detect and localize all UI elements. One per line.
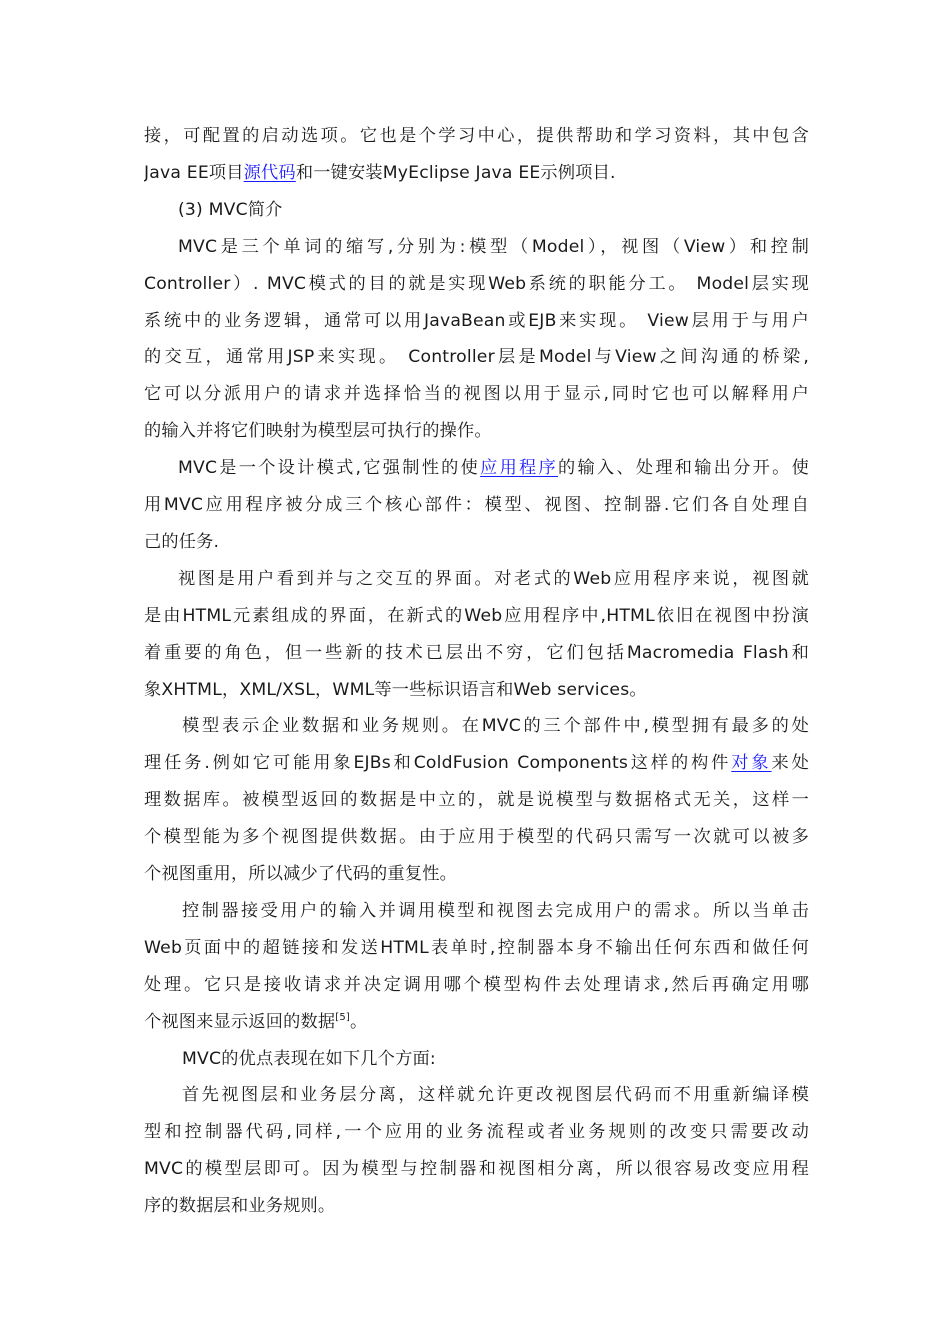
- text-run: 着重要的角色，但一些新的技术已层出不穷，它们包括Macromedia Flash和: [144, 642, 809, 663]
- text-run: 理数据库。被模型返回的数据是中立的，就是说模型与数据格式无关，这样一: [144, 790, 809, 811]
- text-run: 控制器接受用户的输入并调用模型和视图去完成用户的需求。所以当单击: [182, 900, 809, 921]
- text-line: [144, 155, 809, 192]
- text-line: [144, 266, 809, 303]
- text-line: [144, 118, 809, 155]
- text-line: [144, 1004, 809, 1041]
- text-line: [144, 1188, 809, 1225]
- text-run: 处理。它只是接收请求并决定调用哪个模型构件去处理请求,然后再确定用哪: [144, 974, 809, 995]
- text-run: MVC的优点表现在如下几个方面:: [182, 1048, 436, 1069]
- text-run: 视图是用户看到并与之交互的界面。对老式的Web应用程序来说，视图就: [178, 568, 809, 589]
- text-run: 型和控制器代码,同样,一个应用的业务流程或者业务规则的改变只需要改动: [144, 1122, 809, 1143]
- text-line: [144, 819, 809, 856]
- text-run: 的交互，通常用JSP来实现。 Controller层是Model与View之间沟通的桥梁,: [144, 347, 809, 368]
- text-line: [182, 893, 809, 930]
- text-run: 序的数据层和业务规则。: [144, 1196, 336, 1217]
- text-line: [178, 450, 809, 487]
- text-line: [144, 856, 809, 893]
- text-line: [144, 303, 809, 340]
- text-line: [144, 487, 809, 524]
- text-run: 个视图来显示返回的数据: [144, 1011, 336, 1032]
- text-run: 的输入并将它们映射为模型层可执行的操作。: [144, 421, 492, 442]
- text-line: [182, 1041, 809, 1078]
- text-line: [144, 745, 809, 782]
- text-run: 己的任务.: [144, 531, 220, 552]
- text-line: [144, 782, 809, 819]
- text-run: 的输入、处理和输出分开。使: [557, 458, 809, 479]
- text-line: [144, 967, 809, 1004]
- text-run: 接，可配置的启动选项。它也是个学习中心，提供帮助和学习资料，其中包含: [144, 126, 809, 146]
- text-run: (3) MVC简介: [178, 199, 283, 220]
- text-run: 理任务.例如它可能用象EJBs和ColdFusion Components这样的构件: [144, 753, 732, 774]
- text-line: [178, 192, 809, 229]
- hyperlink[interactable]: 应用程序: [480, 458, 558, 479]
- text-run: 用MVC应用程序被分成三个核心部件：模型、视图、控制器.它们各自处理自: [144, 495, 809, 515]
- text-run: 。: [350, 1011, 368, 1032]
- text-run: 来处: [771, 753, 809, 774]
- text-line: [178, 229, 809, 266]
- text-run: 模型表示企业数据和业务规则。在MVC的三个部件中,模型拥有最多的处: [182, 716, 809, 737]
- text-run: 系统中的业务逻辑，通常可以用JavaBean或EJB来实现。 View层用于与用户: [144, 310, 809, 331]
- text-run: 个模型能为多个视图提供数据。由于应用于模型的代码只需写一次就可以被多: [144, 827, 809, 848]
- text-line: [144, 376, 809, 413]
- text-line: [182, 1077, 809, 1114]
- citation-reference: [5]: [335, 1011, 351, 1023]
- text-run: MVC是一个设计模式,它强制性的使: [178, 458, 481, 479]
- text-line: [144, 1151, 809, 1188]
- hyperlink[interactable]: 对象: [731, 753, 772, 774]
- text-line: [144, 524, 809, 561]
- text-line: [144, 930, 809, 967]
- text-line: [144, 598, 809, 635]
- text-line: [144, 339, 809, 376]
- text-run: 是由HTML元素组成的界面，在新式的Web应用程序中,HTML依旧在视图中扮演: [144, 605, 809, 626]
- text-line: [182, 708, 809, 745]
- text-run: 象XHTML，XML/XSL，WML等一些标识语言和Web services。: [144, 679, 647, 700]
- text-line: [144, 1114, 809, 1151]
- text-line: [144, 635, 809, 672]
- text-run: Controller）. MVC模式的目的就是实现Web系统的职能分工。 Model层实现: [144, 273, 809, 294]
- text-run: MVC的模型层即可。因为模型与控制器和视图相分离，所以很容易改变应用程: [144, 1159, 809, 1180]
- text-run: 个视图重用，所以减少了代码的重复性。: [144, 864, 457, 884]
- text-run: Java EE项目: [144, 162, 244, 183]
- text-run: 和一键安装MyEclipse Java EE示例项目.: [295, 162, 616, 183]
- text-line: [144, 413, 809, 450]
- text-line: [178, 561, 809, 598]
- text-run: Web页面中的超链接和发送HTML表单时,控制器本身不输出任何东西和做任何: [144, 937, 809, 958]
- text-run: 它可以分派用户的请求并选择恰当的视图以用于显示,同时它也可以解释用户: [144, 384, 809, 405]
- text-line: [144, 672, 809, 709]
- text-run: 首先视图层和业务层分离，这样就允许更改视图层代码而不用重新编译模: [182, 1085, 809, 1106]
- hyperlink[interactable]: 源代码: [243, 162, 296, 183]
- text-run: MVC是三个单词的缩写,分别为:模型（Model），视图（View）和控制: [178, 236, 809, 257]
